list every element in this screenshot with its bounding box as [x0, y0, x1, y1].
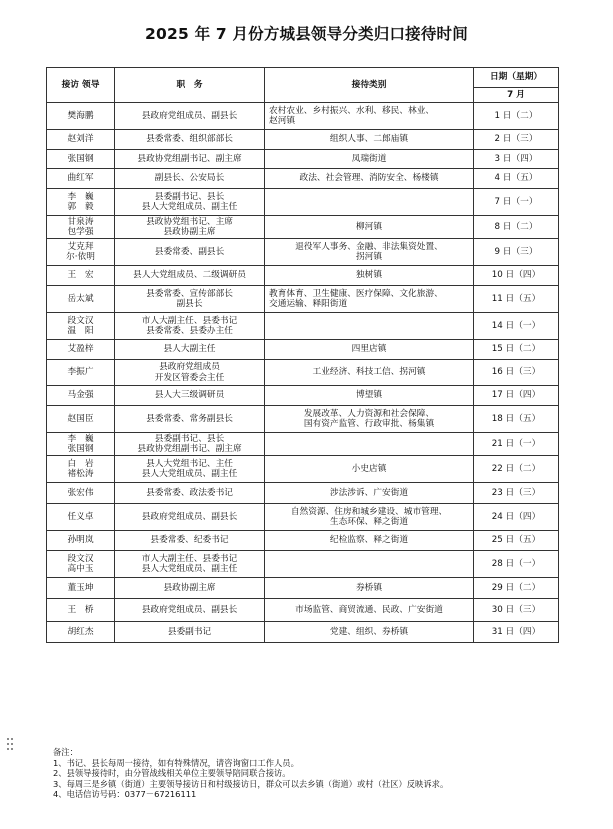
- position-cell: 县委常委、纪委书记: [115, 531, 265, 551]
- position-cell: 县政府党组成员 开发区管委会主任: [115, 360, 265, 386]
- date-cell: 29 日（二）: [474, 578, 559, 599]
- table-row: [47, 239, 559, 266]
- leader-cell: 李 巍 郭 毅: [47, 189, 115, 216]
- leader-cell: 段文汉 高中玉: [47, 551, 115, 578]
- category-cell: 自然资源、住房和城乡建设、城市管理、 生态环保、释之街道: [265, 504, 474, 531]
- date-cell: 21 日（一）: [474, 433, 559, 456]
- date-cell: 16 日（三）: [474, 360, 559, 386]
- category-cell: 工业经济、科技工信、拐河镇: [265, 360, 474, 386]
- table-row: [47, 360, 559, 386]
- category-cell: 小史店镇: [265, 456, 474, 483]
- category-cell: 柳河镇: [265, 216, 474, 239]
- leader-cell: 李振广: [47, 360, 115, 386]
- date-cell: 30 日（三）: [474, 599, 559, 622]
- leader-cell: 马金强: [47, 386, 115, 406]
- position-cell: 县委常委、常务副县长: [115, 406, 265, 433]
- date-cell: 3 日（四）: [474, 150, 559, 169]
- drag-handle-icon[interactable]: [7, 738, 15, 752]
- date-cell: 10 日（四）: [474, 266, 559, 286]
- table-row: [47, 189, 559, 216]
- leader-cell: 胡红杰: [47, 622, 115, 643]
- category-cell: 农村农业、乡村振兴、水利、移民、林业、 赵河镇: [265, 103, 474, 130]
- date-cell: 31 日（四）: [474, 622, 559, 643]
- date-cell: 1 日（二）: [474, 103, 559, 130]
- position-cell: 县政协党组书记、主席 县政协副主席: [115, 216, 265, 239]
- leader-cell: 董玉坤: [47, 578, 115, 599]
- leader-cell: 艾盈梓: [47, 340, 115, 360]
- category-cell: 券桥镇: [265, 578, 474, 599]
- category-cell: 市场监管、商贸流通、民政、广安街道: [265, 599, 474, 622]
- position-cell: 县委常委、副县长: [115, 239, 265, 266]
- leader-cell: 白 岩 褚松涛: [47, 456, 115, 483]
- category-cell: 教育体育、卫生健康、医疗保障、文化旅游、 交通运输、释阳街道: [265, 286, 474, 313]
- leader-cell: 甘泉涛 包学强: [47, 216, 115, 239]
- position-cell: 县人大三级调研员: [115, 386, 265, 406]
- table-row: [47, 456, 559, 483]
- date-cell: 14 日（一）: [474, 313, 559, 340]
- category-cell: 发展改革、人力资源和社会保障、 国有资产监管、行政审批、杨集镇: [265, 406, 474, 433]
- table-row: [47, 504, 559, 531]
- date-cell: 28 日（一）: [474, 551, 559, 578]
- position-cell: 县人大副主任: [115, 340, 265, 360]
- category-cell: [265, 313, 474, 340]
- table-row: [47, 169, 559, 189]
- position-cell: 县委副书记、县长 县人大党组成员、副主任: [115, 189, 265, 216]
- category-cell: 四里店镇: [265, 340, 474, 360]
- leader-cell: 艾克拜 尔·依明: [47, 239, 115, 266]
- leader-cell: 赵刘洋: [47, 130, 115, 150]
- leader-cell: 孙明岚: [47, 531, 115, 551]
- table-row: [47, 313, 559, 340]
- position-cell: 副县长、公安局长: [115, 169, 265, 189]
- table-row: [47, 406, 559, 433]
- date-cell: 22 日（二）: [474, 456, 559, 483]
- table-row: [47, 340, 559, 360]
- category-cell: 博望镇: [265, 386, 474, 406]
- header-month: 7 月: [474, 88, 559, 103]
- position-cell: 县政府党组成员、副县长: [115, 599, 265, 622]
- date-cell: 15 日（二）: [474, 340, 559, 360]
- category-cell: 党建、组织、券桥镇: [265, 622, 474, 643]
- date-cell: 24 日（四）: [474, 504, 559, 531]
- table-row: [47, 551, 559, 578]
- table-row: [47, 130, 559, 150]
- note-line: 1、书记、县长每周一接待，如有特殊情况，请咨询窗口工作人员。: [53, 757, 299, 768]
- leader-cell: 王 宏: [47, 266, 115, 286]
- table-row: [47, 622, 559, 643]
- category-cell: 纪检监察、释之街道: [265, 531, 474, 551]
- category-cell: 凤瑞街道: [265, 150, 474, 169]
- date-cell: 4 日（五）: [474, 169, 559, 189]
- leader-cell: 曲红军: [47, 169, 115, 189]
- table-row: [47, 433, 559, 456]
- leader-cell: 任义卓: [47, 504, 115, 531]
- date-cell: 9 日（三）: [474, 239, 559, 266]
- notes-heading: 备注：: [53, 747, 78, 757]
- table-row: [47, 216, 559, 239]
- category-cell: 涉法涉诉、广安街道: [265, 483, 474, 504]
- position-cell: 县委常委、组织部部长: [115, 130, 265, 150]
- table-row: [47, 386, 559, 406]
- category-cell: 政法、社会管理、消防安全、杨楼镇: [265, 169, 474, 189]
- table-row: [47, 150, 559, 169]
- category-cell: 退役军人事务、金融、非法集资处置、 拐河镇: [265, 239, 474, 266]
- category-cell: [265, 189, 474, 216]
- position-cell: 县人大党组成员、二级调研员: [115, 266, 265, 286]
- header-category: 接待类别: [265, 68, 474, 103]
- position-cell: 县政府党组成员、副县长: [115, 504, 265, 531]
- leader-cell: 岳太斌: [47, 286, 115, 313]
- note-line: 3、每周三是乡镇（街道）主要领导接访日和村级接访日，群众可以去乡镇（街道）或村（社区）反映诉求。: [53, 778, 449, 789]
- position-cell: 县委常委、宣传部部长 副县长: [115, 286, 265, 313]
- note-line: 4、电话信访号码：0377－67216111: [53, 789, 197, 800]
- table-row: [47, 599, 559, 622]
- leader-cell: 段文汉 温 阳: [47, 313, 115, 340]
- date-cell: 2 日（三）: [474, 130, 559, 150]
- category-cell: [265, 551, 474, 578]
- leader-cell: 王 桥: [47, 599, 115, 622]
- table-row: [47, 578, 559, 599]
- table-row: [47, 483, 559, 504]
- date-cell: 25 日（五）: [474, 531, 559, 551]
- position-cell: 县政协党组副书记、副主席: [115, 150, 265, 169]
- position-cell: 县人大党组书记、主任 县人大党组成员、副主任: [115, 456, 265, 483]
- position-cell: 县政协副主席: [115, 578, 265, 599]
- leader-cell: 张宏伟: [47, 483, 115, 504]
- note-line: 2、县领导接待时，由分管战线相关单位主要领导陪同联合接访。: [53, 768, 291, 779]
- leader-cell: 赵国臣: [47, 406, 115, 433]
- position-cell: 县政府党组成员、副县长: [115, 103, 265, 130]
- leader-cell: 张国钢: [47, 150, 115, 169]
- position-cell: 市人大副主任、县委书记 县委常委、县委办主任: [115, 313, 265, 340]
- date-cell: 11 日（五）: [474, 286, 559, 313]
- category-cell: 组织人事、二郎庙镇: [265, 130, 474, 150]
- position-cell: 县委副书记、县长 县政协党组副书记、副主席: [115, 433, 265, 456]
- notes-section: [53, 747, 598, 800]
- table-row: [47, 103, 559, 130]
- table-row: [47, 286, 559, 313]
- table-row: [47, 531, 559, 551]
- header-date: 日期（星期）: [474, 68, 559, 88]
- date-cell: 18 日（五）: [474, 406, 559, 433]
- table-row: [47, 266, 559, 286]
- category-cell: 独树镇: [265, 266, 474, 286]
- header-position: 职 务: [115, 68, 265, 103]
- date-cell: 8 日（二）: [474, 216, 559, 239]
- date-cell: 23 日（三）: [474, 483, 559, 504]
- position-cell: 县委常委、政法委书记: [115, 483, 265, 504]
- date-cell: 7 日（一）: [474, 189, 559, 216]
- date-cell: 17 日（四）: [474, 386, 559, 406]
- leader-cell: 樊海鹏: [47, 103, 115, 130]
- leader-cell: 李 巍 张国钢: [47, 433, 115, 456]
- header-leader: 接访 领导: [47, 68, 115, 103]
- category-cell: [265, 433, 474, 456]
- reception-schedule-table: [46, 67, 559, 643]
- position-cell: 市人大副主任、县委书记 县人大党组成员、副主任: [115, 551, 265, 578]
- page-title: 2025 年 7 月份方城县领导分类归口接待时间: [145, 25, 468, 43]
- position-cell: 县委副书记: [115, 622, 265, 643]
